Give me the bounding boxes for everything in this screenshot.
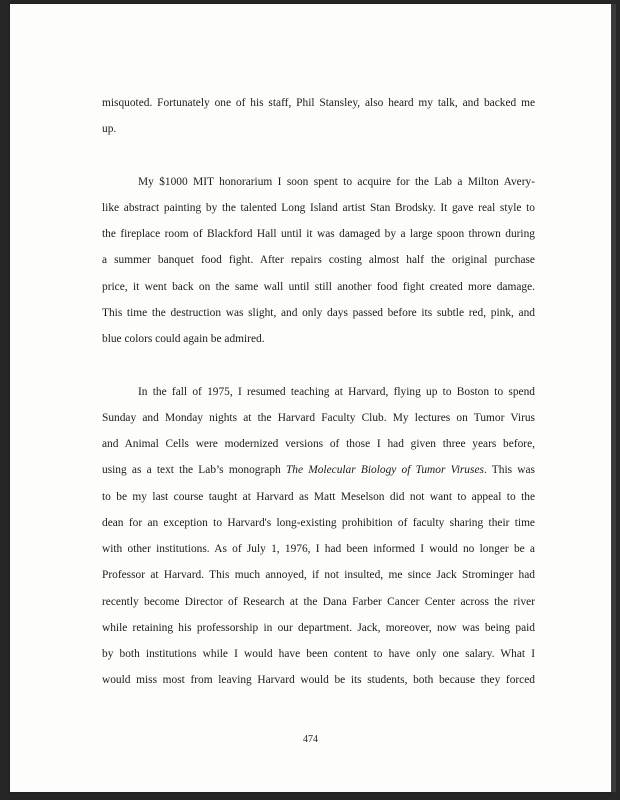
text-line: dean for an exception to Harvard's long-existing prohibition of faculty sharing their time	[102, 517, 535, 529]
text-line: by both institutions while I would have been content to have only one salary. What I	[102, 648, 535, 660]
text-line: with other institutions. As of July 1, 1976, I had been informed I would no longer be a	[102, 543, 535, 555]
text-line: while retaining his professorship in our department. Jack, moreover, now was being paid	[102, 622, 535, 634]
text-line: recently become Director of Research at the Dana Farber Cancer Center across the river	[102, 596, 535, 608]
text-line: would miss most from leaving Harvard would be its students, both because they forced	[102, 674, 535, 686]
text-line: a summer banquet food fight. After repairs costing almost half the original purchase	[102, 254, 535, 266]
book-title: The Molecular Biology of Tumor Viruses	[285, 464, 484, 476]
text-line: In the fall of 1975, I resumed teaching at Harvard, flying up to Boston to spend	[138, 386, 535, 398]
text-line: and Animal Cells were modernized versions of those I had given three years before,	[102, 438, 535, 450]
text-line: the fireplace room of Blackford Hall until it was damaged by a large spoon thrown during	[102, 228, 535, 240]
text-line: My $1000 MIT honorarium I soon spent to acquire for the Lab a Milton Avery-	[138, 176, 535, 188]
text-line: This time the destruction was slight, and only days passed before its subtle red, pink, and	[102, 307, 535, 319]
text-line: misquoted. Fortunately one of his staff, Phil Stansley, also heard my talk, and backed me	[102, 97, 535, 109]
text-line: Sunday and Monday nights at the Harvard Faculty Club. My lectures on Tumor Virus	[102, 412, 535, 424]
text-segment: . This was	[483, 464, 535, 476]
text-line: blue colors could again be admired.	[102, 333, 265, 345]
page-edge-shadow	[611, 4, 616, 792]
text-line	[102, 457, 535, 483]
text-line: to be my last course taught at Harvard as Matt Meselson did not want to appeal to the	[102, 491, 535, 503]
text-line: Professor at Harvard. This much annoyed, if not insulted, me since Jack Strominger had	[102, 569, 535, 581]
text-line: like abstract painting by the talented Long Island artist Stan Brodsky. It gave real style to	[102, 202, 535, 214]
text-segment: using as a text the Lab’s monograph	[102, 464, 286, 476]
text-line: price, it went back on the same wall until still another food fight created more damage.	[102, 281, 535, 293]
text-line: up.	[102, 123, 117, 135]
page-number: 474	[303, 734, 318, 745]
document-page	[10, 4, 611, 792]
